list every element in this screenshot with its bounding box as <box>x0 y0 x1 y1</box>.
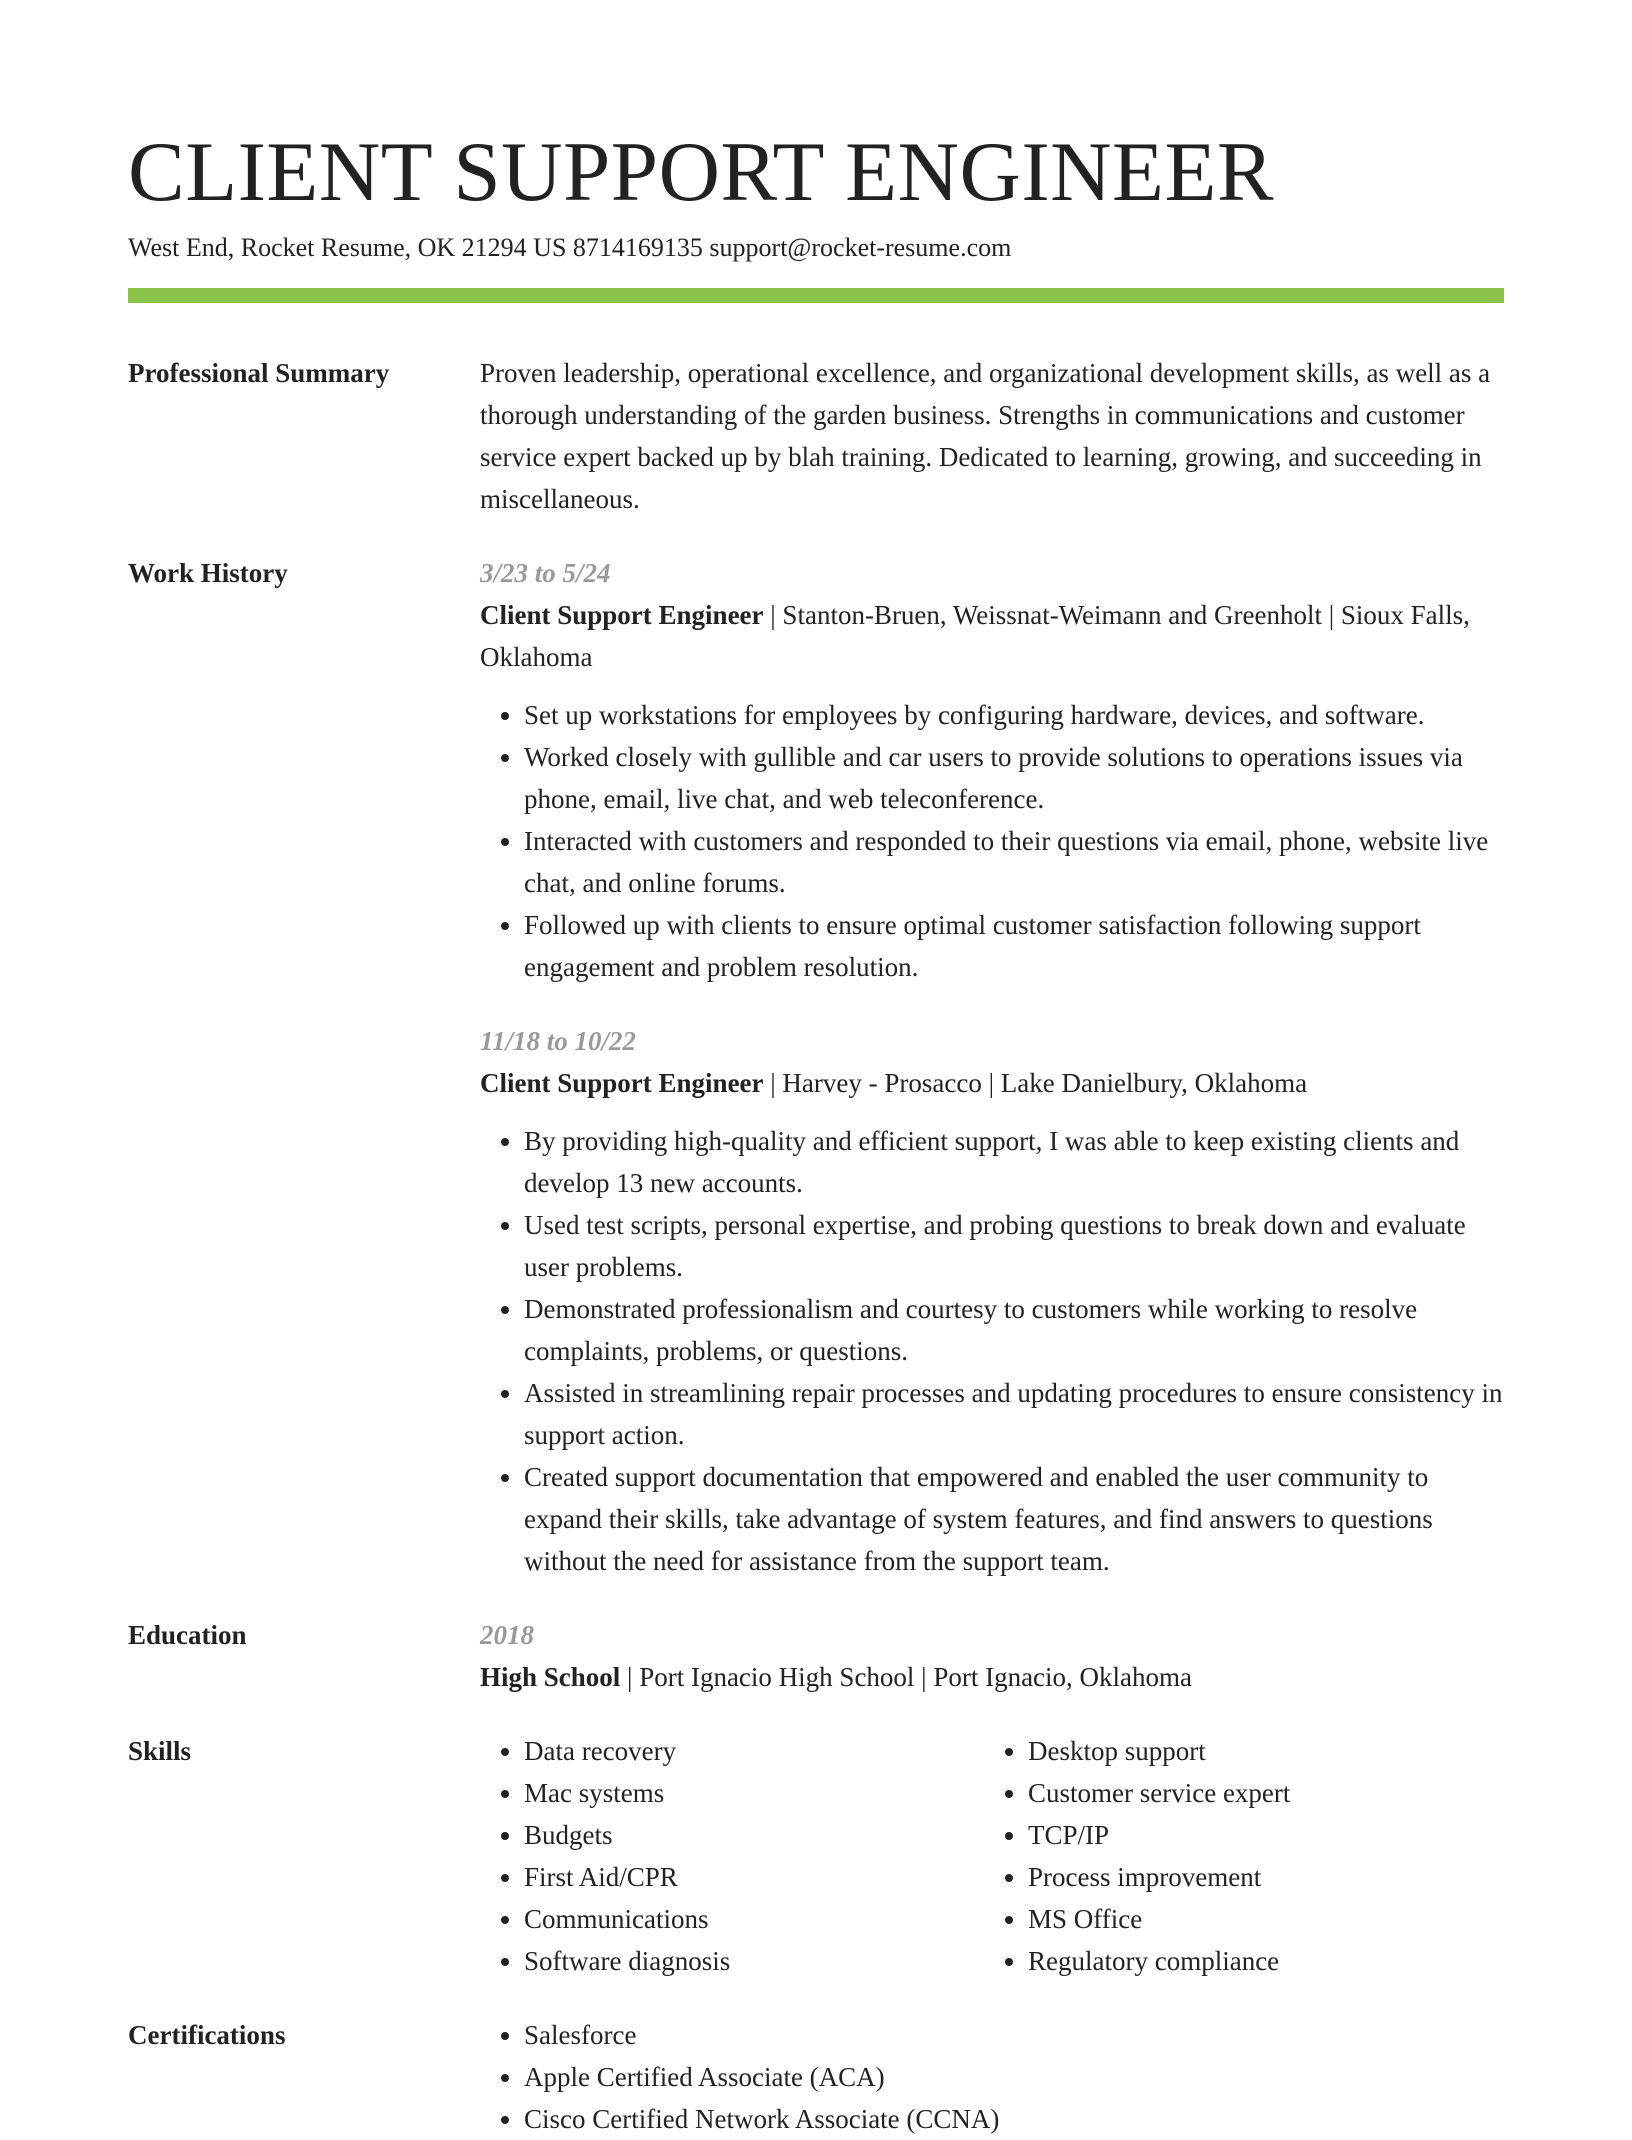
job-bullet-list <box>480 1120 1504 1582</box>
job-bullet-list <box>480 694 1504 988</box>
skill-item: • Process improvement <box>1028 1856 1548 1898</box>
job-bullet: • Set up workstations for employees by configuring hardware, devices, and software. <box>524 694 1504 736</box>
job-company-location: | Stanton-Bruen, Weissnat-Weimann and Greenholt | Sioux Falls, Oklahoma <box>480 600 1470 672</box>
education-degree: High School <box>480 1662 621 1692</box>
section-heading-education: Education <box>128 1620 247 1650</box>
certifications-body <box>480 2014 1504 2140</box>
contact-email[interactable]: support@rocket-resume.com <box>709 233 1012 262</box>
skill-item: • First Aid/CPR <box>524 1856 984 1898</box>
education-line <box>480 1656 1504 1698</box>
summary-text: Proven leadership, operational excellence, and organizational development skills, as well as a thorough understanding of the garden business. Strengths in communications and customer service expert backed up by blah training. Dedicated to learning, growing, and succeeding in miscellaneous. <box>480 358 1491 514</box>
job-bullet: • Worked closely with gullible and car users to provide solutions to operations issues via phone, email, live chat, and web teleconference. <box>524 736 1504 820</box>
section-heading-certifications: Certifications <box>128 2020 286 2050</box>
job-company-location: | Harvey - Prosacco | Lake Danielbury, Oklahoma <box>763 1068 1308 1098</box>
certifications-section <box>128 2014 1504 2140</box>
skill-item: • Mac systems <box>524 1772 984 1814</box>
skills-list-right <box>984 1730 1548 1982</box>
skills-section <box>128 1730 1504 1982</box>
job-bullet: • Assisted in streamlining repair processes and updating procedures to ensure consistency in support action. <box>524 1372 1504 1456</box>
education-section <box>128 1614 1504 1698</box>
skill-item: • Budgets <box>524 1814 984 1856</box>
skills-body <box>480 1730 1548 1982</box>
skill-item: • TCP/IP <box>1028 1814 1548 1856</box>
skill-item: • MS Office <box>1028 1898 1548 1940</box>
certification-item: • Apple Certified Associate (ACA) <box>524 2056 1504 2098</box>
skill-item: • Communications <box>524 1898 984 1940</box>
skills-grid <box>480 1730 1548 1982</box>
job-role-line <box>480 594 1504 678</box>
certifications-list <box>480 2014 1504 2140</box>
job-bullet: • By providing high-quality and efficient support, I was able to keep existing clients and develop 13 new accounts. <box>524 1120 1504 1204</box>
job-entry <box>480 552 1504 988</box>
resume-title: CLIENT SUPPORT ENGINEER <box>128 125 1275 219</box>
skills-list-left <box>480 1730 984 1982</box>
job-entry <box>480 1020 1504 1582</box>
job-role-line <box>480 1062 1504 1104</box>
section-heading-work-history: Work History <box>128 558 288 588</box>
skill-item: • Regulatory compliance <box>1028 1940 1548 1982</box>
section-heading-skills: Skills <box>128 1736 192 1766</box>
job-bullet: • Used test scripts, personal expertise, and probing questions to break down and evaluate user problems. <box>524 1204 1504 1288</box>
job-bullet: • Demonstrated professionalism and courtesy to customers while working to resolve complaints, problems, or questions. <box>524 1288 1504 1372</box>
contact-address: West End, Rocket Resume, OK 21294 US <box>128 233 567 262</box>
education-year: 2018 <box>480 1620 534 1650</box>
accent-divider <box>128 288 1504 303</box>
job-title: Client Support Engineer <box>480 600 764 630</box>
skill-item: • Data recovery <box>524 1730 984 1772</box>
job-bullet: • Created support documentation that empowered and enabled the user community to expand their skills, take advantage of system features, and find answers to questions without the need for assistance from the support team. <box>524 1456 1504 1582</box>
job-dates: 3/23 to 5/24 <box>480 558 611 588</box>
education-body <box>480 1614 1504 1698</box>
job-bullet: • Followed up with clients to ensure optimal customer satisfaction following support engagement and problem resolution. <box>524 904 1504 988</box>
certification-item: • Cisco Certified Network Associate (CCNA) <box>524 2098 1504 2140</box>
work-history-section <box>128 552 1504 1582</box>
section-heading-summary: Professional Summary <box>128 358 390 388</box>
certification-item: • Salesforce <box>524 2014 1504 2056</box>
job-dates: 11/18 to 10/22 <box>480 1026 637 1056</box>
summary-section <box>128 352 1504 520</box>
job-bullet: • Interacted with customers and responded to their questions via email, phone, website live chat, and online forums. <box>524 820 1504 904</box>
skill-item: • Desktop support <box>1028 1730 1548 1772</box>
resume-page <box>128 0 1504 2140</box>
job-title: Client Support Engineer <box>480 1068 764 1098</box>
contact-line <box>128 230 1504 266</box>
education-school-location: | Port Ignacio High School | Port Ignacio, Oklahoma <box>620 1662 1193 1692</box>
contact-phone: 8714169135 <box>572 233 703 262</box>
work-history-body <box>480 552 1504 1582</box>
skill-item: • Software diagnosis <box>524 1940 984 1982</box>
skill-item: • Customer service expert <box>1028 1772 1548 1814</box>
